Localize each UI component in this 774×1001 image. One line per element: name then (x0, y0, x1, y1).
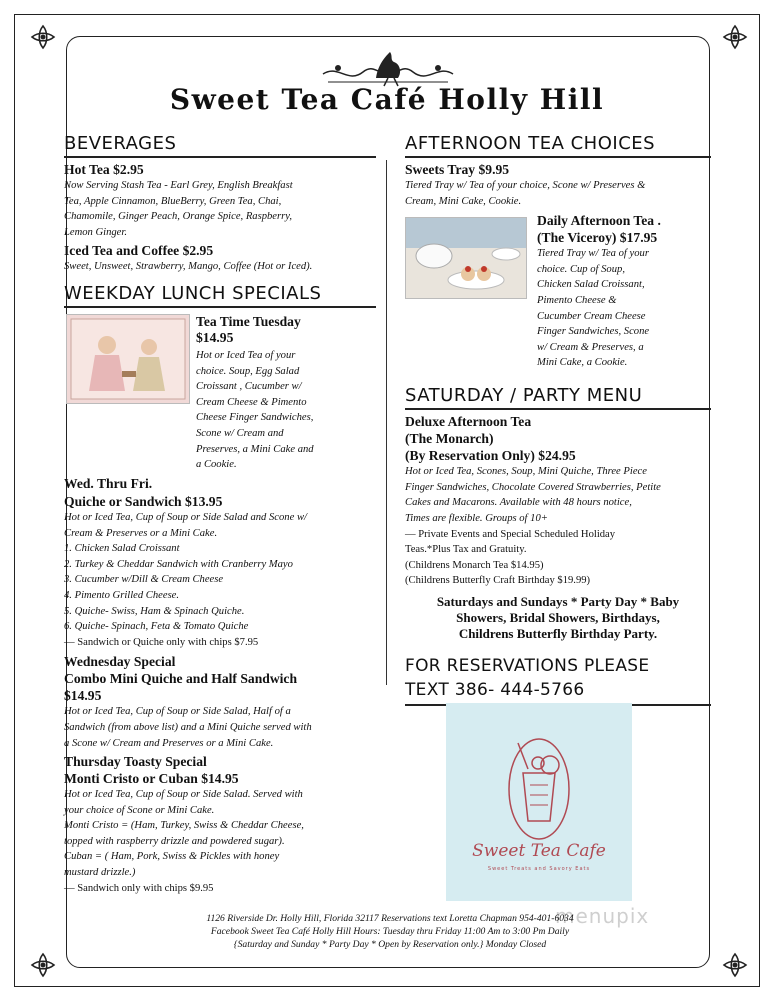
item-desc-line: Cream Cheese & Pimento (196, 396, 307, 408)
reservations-phone: TEXT 386- 444-5766 (405, 679, 585, 700)
item-desc-line: Cream, Mini Cake, Cookie. (405, 195, 522, 207)
afternoon-tea-picture (405, 217, 527, 299)
item-desc-line: Tiered Tray w/ Tea of your choice, Scone w/ Preserves & (405, 180, 646, 191)
section-heading-lunch: WEEKDAY LUNCH SPECIALS (64, 283, 376, 308)
item-desc-line: mustard drizzle.) (64, 867, 136, 879)
item-name: Monti Cristo or Cuban $14.95 (64, 771, 239, 787)
item-desc-line: Mini Cake, a Cookie. (537, 357, 628, 369)
item-desc-line: Chicken Salad Croissant, (537, 279, 645, 291)
item-note: — Sandwich only with chips $9.95 (64, 882, 214, 894)
item-desc-line: 2. Turkey & Cheddar Sandwich with Cranberry Mayo (64, 558, 293, 570)
item-desc-line: choice. Cup of Soup, (537, 263, 625, 275)
thursday-special-item (64, 754, 376, 896)
corner-flourish-icon (720, 22, 750, 52)
item-desc-line: Hot or Iced Tea, Cup of Soup or Side Salad. Served with (64, 789, 303, 801)
viceroy-item (405, 213, 711, 375)
item-desc-line: Lemon Ginger. (64, 226, 127, 238)
item-desc-line: topped with raspberry drizzle and powdered sugar). (64, 835, 285, 847)
item-desc-line: 6. Quiche- Spinach, Feta & Tomato Quiche (64, 621, 249, 633)
item-desc-line: 4. Pimento Grilled Cheese. (64, 589, 180, 601)
right-column (405, 133, 711, 706)
item-name: Daily Afternoon Tea . (537, 213, 661, 229)
left-column (64, 133, 376, 896)
party-line: Saturdays and Sundays * Party Day * Baby (436, 593, 680, 609)
item-desc-line: Tiered Tray w/ Tea of your (537, 248, 649, 260)
item-desc-line: 1. Chicken Salad Croissant (64, 543, 180, 555)
wednesday-special-item (64, 654, 376, 751)
item-desc-line: Scone w/ Cream and (196, 427, 284, 439)
item-desc-line: Cuban = ( Ham, Pork, Swiss & Pickles with honey (64, 851, 280, 863)
item-price: $14.95 (64, 688, 102, 704)
item-note-line: Teas.*Plus Tax and Gratuity. (405, 544, 527, 556)
item-note-line: (Childrens Butterfly Craft Birthday $19.99) (405, 575, 591, 587)
item-desc-line: Sweet, Unsweet, Strawberry, Mango, Coffee (Hot or Iced). (64, 261, 313, 273)
item-desc-line: Croissant , Cucumber w/ (196, 381, 302, 393)
item-name: (The Monarch) (405, 431, 494, 447)
party-line: Childrens Butterfly Birthday Party. (458, 625, 658, 641)
item-desc-line: a Scone w/ Cream and Preserves or a Mini Cake. (64, 737, 274, 749)
watermark: menupix (555, 904, 650, 928)
item-desc-line: Hot or Iced Tea, Cup of Soup or Side Salad, Half of a (64, 706, 291, 718)
item-desc-line: Pimento Cheese & (537, 294, 617, 306)
logo-tagline: Sweet Treats and Savory Eats (487, 866, 591, 872)
item-desc-line: Sandwich (from above list) and a Mini Quiche served with (64, 721, 312, 733)
item-name: Iced Tea and Coffee $2.95 (64, 243, 214, 259)
party-day-notice (405, 594, 711, 642)
item-desc-line: Tea, Apple Cinnamon, BlueBerry, Green Tea, Chai, (64, 195, 282, 207)
corner-flourish-icon (720, 950, 750, 980)
item-note: — Sandwich or Quiche only with chips $7.95 (64, 636, 259, 648)
item-name: (By Reservation Only) $24.95 (405, 448, 576, 464)
item-desc-line: Cheese Finger Sandwiches, (196, 412, 314, 424)
page-title: Sweet Tea Café Holly Hill (169, 83, 605, 116)
item-desc-line: w/ Cream & Preserves, a (537, 341, 644, 353)
footer-hours: Facebook Sweet Tea Café Holly Hill Hours: Tuesday thru Friday 11:00 Am to 3:00 Pm Daily (210, 926, 570, 937)
item-name: Combo Mini Quiche and Half Sandwich (64, 671, 298, 687)
tuesday-item (64, 314, 376, 472)
item-desc-line: Finger Sandwiches, Chocolate Covered Strawberries, Petite (405, 481, 661, 493)
party-line: Showers, Bridal Showers, Birthdays, (456, 609, 660, 625)
item-name: Thursday Toasty Special (64, 754, 207, 770)
corner-flourish-icon (28, 22, 58, 52)
item-desc-line: Cakes and Macarons. Available with 48 hours notice, (405, 497, 632, 509)
footer (130, 912, 650, 951)
hot-tea-item (64, 162, 376, 240)
item-name: Deluxe Afternoon Tea (405, 414, 532, 430)
item-name: Wed. Thru Fri. (64, 475, 153, 491)
corner-flourish-icon (28, 950, 58, 980)
item-desc-line: Hot or Iced Tea, Cup of Soup or Side Salad and Scone w/ (64, 511, 307, 523)
item-name: Wednesday Special (64, 654, 176, 670)
item-desc-line: Cream & Preserves or a Mini Cake. (64, 527, 218, 539)
footer-weekend: {Saturday and Sunday * Party Day * Open by Reservation only.} Monday Closed (233, 939, 547, 950)
sweet-tea-cafe-logo (446, 703, 632, 901)
section-heading-saturday: SATURDAY / PARTY MENU (405, 385, 711, 410)
iced-tea-item (64, 243, 376, 275)
wed-fri-item (64, 476, 376, 650)
column-divider (386, 160, 387, 685)
section-heading-beverages: BEVERAGES (64, 133, 376, 158)
item-name: Quiche or Sandwich $13.95 (64, 493, 223, 509)
item-desc-line: Preserves, a Mini Cake and (196, 443, 314, 455)
reservations-block (405, 654, 711, 706)
item-desc-line: Monti Cristo = (Ham, Turkey, Swiss & Cheddar Cheese, (64, 820, 304, 832)
item-desc-line: Hot or Iced Tea of your (196, 349, 296, 361)
section-heading-afternoon-tea: AFTERNOON TEA CHOICES (405, 133, 711, 158)
item-desc-line: 3. Cucumber w/Dill & Cream Cheese (64, 574, 224, 586)
item-desc-line: a Cookie. (196, 459, 237, 471)
item-desc-line: Chamomile, Ginger Peach, Orange Spice, Raspberry, (64, 211, 293, 223)
item-desc-line: choice. Soup, Egg Salad (196, 365, 300, 377)
item-desc-line: Hot or Iced Tea, Scones, Soup, Mini Quiche, Three Piece (405, 466, 647, 478)
item-desc-line: your choice of Scone or Mini Cake. (64, 804, 215, 816)
item-desc-line: 5. Quiche- Swiss, Ham & Spinach Quiche. (64, 605, 245, 617)
item-desc-line: Finger Sandwiches, Scone (537, 326, 650, 338)
item-desc-line: Cucumber Cream Cheese (537, 310, 646, 322)
item-name: Tea Time Tuesday (196, 313, 301, 329)
footer-address: 1126 Riverside Dr. Holly Hill, Florida 32117 Reservations text Loretta Chapman 954-401-6034 (206, 913, 574, 924)
logo-name: Sweet Tea Cafe (472, 841, 606, 861)
item-price: $14.95 (196, 329, 234, 345)
item-name: Hot Tea $2.95 (64, 162, 144, 177)
item-note-line: (Childrens Monarch Tea $14.95) (405, 559, 544, 571)
item-desc-line: Times are flexible. Groups of 10+ (405, 512, 548, 524)
monarch-item (405, 414, 711, 589)
sweets-tray-item (405, 162, 711, 209)
item-name: Sweets Tray $9.95 (405, 162, 510, 177)
item-name: (The Viceroy) $17.95 (537, 230, 658, 246)
reservations-line: FOR RESERVATIONS PLEASE (405, 655, 650, 676)
item-desc-line: Now Serving Stash Tea - Earl Grey, English Breakfast (64, 180, 293, 191)
item-note-line: — Private Events and Special Scheduled Holiday (405, 528, 616, 540)
tea-party-picture (66, 314, 190, 404)
